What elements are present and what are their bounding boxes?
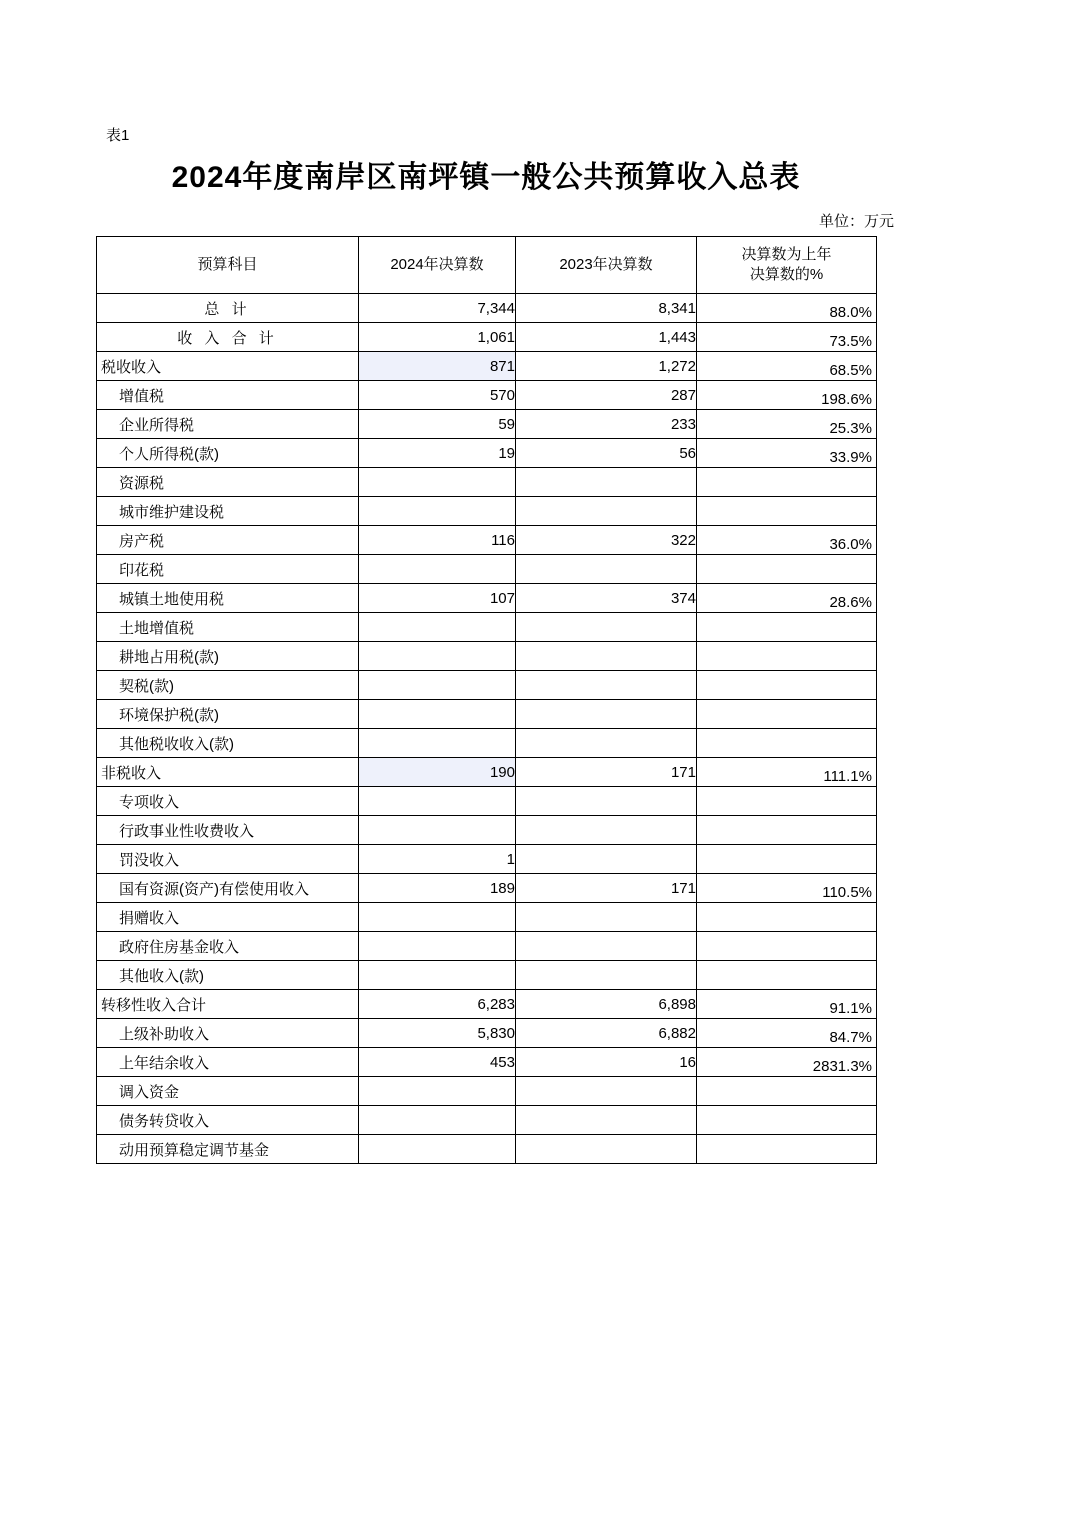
row-value-percent [697,671,877,700]
table-row [97,816,877,845]
table-row [97,497,877,526]
row-value-2023 [516,642,697,671]
row-value-percent: 73.5% [697,323,877,352]
row-value-2024 [359,816,516,845]
row-value-2023 [516,845,697,874]
row-value-2024: 59 [359,410,516,439]
row-value-2024: 19 [359,439,516,468]
table-row [97,961,877,990]
row-item-label: 资源税 [97,468,359,497]
row-value-2024 [359,932,516,961]
column-header-percent-line2: 决算数的% [749,266,824,283]
row-value-2023: 6,898 [516,990,697,1019]
row-value-2023: 171 [516,874,697,903]
row-value-percent: 2831.3% [697,1048,877,1077]
row-value-2023: 233 [516,410,697,439]
row-item-label: 房产税 [97,526,359,555]
table-row [97,1135,877,1164]
row-item-label: 捐赠收入 [97,903,359,932]
row-value-percent [697,787,877,816]
row-value-2024 [359,468,516,497]
column-header-percent [697,237,877,294]
row-item-label: 城市维护建设税 [97,497,359,526]
row-value-percent [697,961,877,990]
row-item-label: 专项收入 [97,787,359,816]
row-value-2023 [516,613,697,642]
row-value-percent: 25.3% [697,410,877,439]
row-item-label: 总 计 [97,294,359,323]
row-value-2024: 107 [359,584,516,613]
row-item-label: 印花税 [97,555,359,584]
row-item-label: 政府住房基金收入 [97,932,359,961]
table-row [97,845,877,874]
row-value-2023 [516,1106,697,1135]
row-value-2023 [516,787,697,816]
row-item-label: 行政事业性收费收入 [97,816,359,845]
row-value-percent: 36.0% [697,526,877,555]
table-row [97,584,877,613]
table-body [97,294,877,1164]
table-row [97,526,877,555]
row-value-2023 [516,1135,697,1164]
table-row [97,729,877,758]
row-value-2023: 6,882 [516,1019,697,1048]
row-value-percent [697,845,877,874]
row-value-2023 [516,903,697,932]
table-row [97,439,877,468]
row-value-percent [697,1106,877,1135]
row-value-2024 [359,903,516,932]
row-value-2023 [516,816,697,845]
row-value-2024 [359,961,516,990]
row-item-label: 契税(款) [97,671,359,700]
row-value-2023 [516,961,697,990]
row-value-2024: 871 [359,352,516,381]
row-value-2024 [359,613,516,642]
row-value-percent: 91.1% [697,990,877,1019]
sheet-label: 表1 [106,127,130,144]
column-header-percent-line1: 决算数为上年 [741,245,832,263]
row-value-percent [697,555,877,584]
row-value-2023: 1,272 [516,352,697,381]
row-value-percent: 68.5% [697,352,877,381]
table-row [97,874,877,903]
row-item-label: 转移性收入合计 [97,990,359,1019]
row-item-label: 土地增值税 [97,613,359,642]
row-value-2024 [359,642,516,671]
column-header-2024: 2024年决算数 [359,237,516,294]
row-item-label: 企业所得税 [97,410,359,439]
table-row [97,468,877,497]
row-value-2023 [516,700,697,729]
budget-revenue-table [96,236,877,1164]
column-header-item: 预算科目 [97,237,359,294]
table-row [97,903,877,932]
table-row [97,700,877,729]
row-value-2023 [516,555,697,584]
row-value-2024: 1 [359,845,516,874]
row-item-label: 非税收入 [97,758,359,787]
row-item-label: 调入资金 [97,1077,359,1106]
row-value-2023 [516,932,697,961]
table-row [97,787,877,816]
table-row [97,352,877,381]
row-value-percent: 198.6% [697,381,877,410]
row-value-percent [697,468,877,497]
row-value-percent [697,613,877,642]
row-value-percent: 84.7% [697,1019,877,1048]
row-item-label: 个人所得税(款) [97,439,359,468]
row-item-label: 上年结余收入 [97,1048,359,1077]
row-value-2024 [359,1135,516,1164]
table-row [97,410,877,439]
row-value-2024: 453 [359,1048,516,1077]
row-value-2024: 5,830 [359,1019,516,1048]
table-row [97,932,877,961]
row-value-2023 [516,1077,697,1106]
row-value-2024: 190 [359,758,516,787]
row-value-percent [697,932,877,961]
row-value-2024: 570 [359,381,516,410]
table-row [97,1106,877,1135]
row-value-2023: 8,341 [516,294,697,323]
row-value-2024 [359,1106,516,1135]
table-header-row [97,237,877,294]
row-value-2024 [359,729,516,758]
row-item-label: 城镇土地使用税 [97,584,359,613]
row-value-2024 [359,555,516,584]
table-row [97,555,877,584]
row-item-label: 其他税收收入(款) [97,729,359,758]
row-value-2023: 171 [516,758,697,787]
row-value-percent [697,729,877,758]
row-value-percent: 110.5% [697,874,877,903]
row-value-percent [697,700,877,729]
row-item-label: 罚没收入 [97,845,359,874]
row-value-percent [697,903,877,932]
row-item-label: 其他收入(款) [97,961,359,990]
row-item-label: 税收收入 [97,352,359,381]
row-value-2023: 1,443 [516,323,697,352]
row-value-percent [697,1077,877,1106]
unit-label: 单位：万元 [818,213,894,230]
row-value-percent: 111.1% [697,758,877,787]
row-value-2024 [359,671,516,700]
table-row [97,1048,877,1077]
table-row [97,671,877,700]
row-value-2023: 56 [516,439,697,468]
column-header-2023: 2023年决算数 [516,237,697,294]
row-value-2023 [516,468,697,497]
row-item-label: 上级补助收入 [97,1019,359,1048]
page-title: 2024年度南岸区南坪镇一般公共预算收入总表 [171,161,801,194]
row-value-2023: 374 [516,584,697,613]
row-value-2023 [516,497,697,526]
row-value-2024: 6,283 [359,990,516,1019]
row-value-percent: 28.6% [697,584,877,613]
row-value-2024: 1,061 [359,323,516,352]
table-row [97,381,877,410]
row-value-2024 [359,497,516,526]
row-value-2023 [516,671,697,700]
table-row [97,990,877,1019]
row-value-percent: 33.9% [697,439,877,468]
row-value-percent [697,1135,877,1164]
row-value-percent: 88.0% [697,294,877,323]
table-row [97,613,877,642]
row-item-label: 增值税 [97,381,359,410]
table-row [97,294,877,323]
row-value-percent [697,816,877,845]
row-item-label: 国有资源(资产)有偿使用收入 [97,874,359,903]
row-value-percent [697,497,877,526]
row-value-2023: 287 [516,381,697,410]
row-value-2024: 7,344 [359,294,516,323]
row-value-2023 [516,729,697,758]
row-item-label: 收 入 合 计 [97,323,359,352]
row-value-2024 [359,700,516,729]
table-row [97,758,877,787]
row-value-2024 [359,1077,516,1106]
table-row [97,1019,877,1048]
row-item-label: 债务转贷收入 [97,1106,359,1135]
row-value-2023: 16 [516,1048,697,1077]
row-value-2023: 322 [516,526,697,555]
row-item-label: 环境保护税(款) [97,700,359,729]
row-value-2024: 116 [359,526,516,555]
row-item-label: 动用预算稳定调节基金 [97,1135,359,1164]
table-row [97,323,877,352]
row-value-percent [697,642,877,671]
row-item-label: 耕地占用税(款) [97,642,359,671]
table-row [97,642,877,671]
row-value-2024: 189 [359,874,516,903]
row-value-2024 [359,787,516,816]
table-row [97,1077,877,1106]
